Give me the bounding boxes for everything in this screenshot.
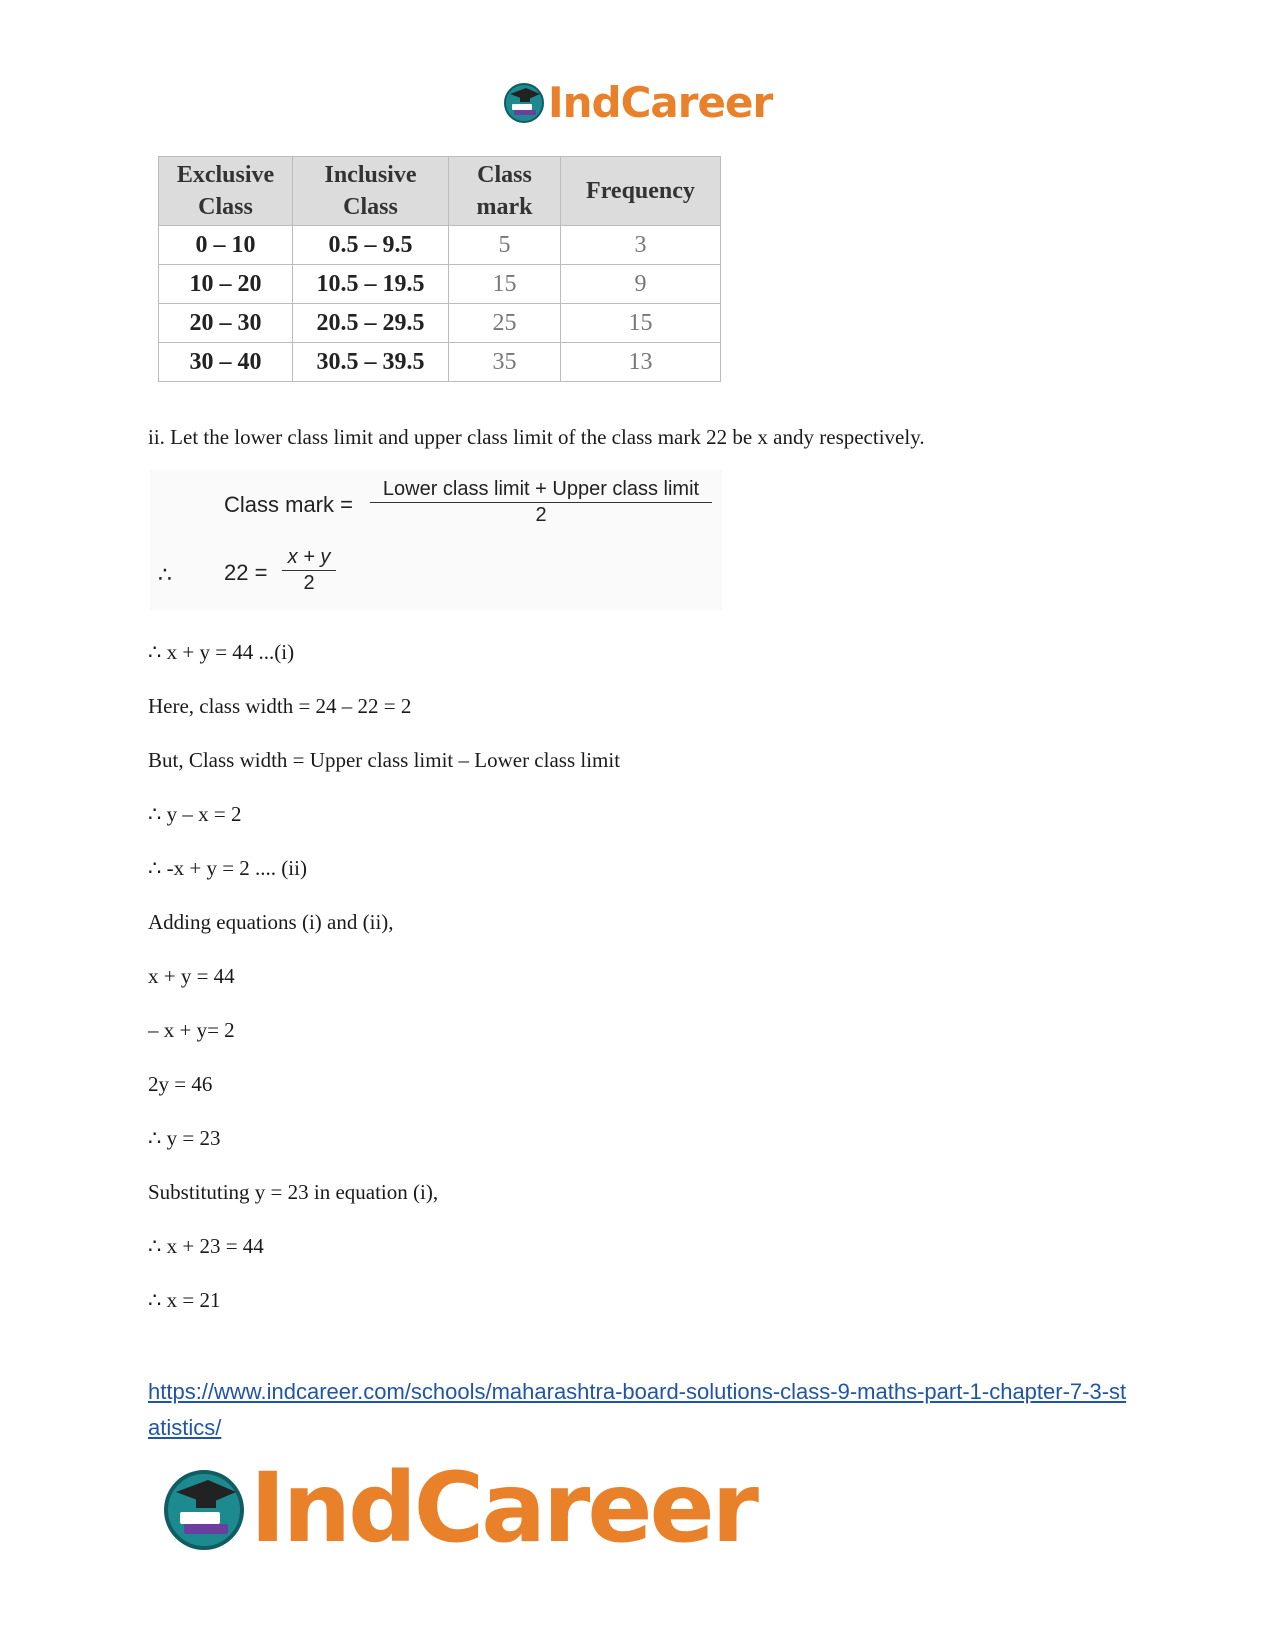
formula-numerator: Lower class limit + Upper class limit bbox=[382, 478, 700, 500]
cell-inclusive: 20.5 – 29.5 bbox=[293, 304, 449, 343]
fraction-bar bbox=[282, 570, 336, 571]
table-row bbox=[159, 304, 721, 343]
solution-line: Adding equations (i) and (ii), bbox=[148, 910, 394, 934]
solution-line: 2y = 46 bbox=[148, 1072, 213, 1096]
solution-line: ∴ -x + y = 2 .... (ii) bbox=[148, 856, 307, 880]
solution-line: x + y = 44 bbox=[148, 964, 235, 988]
cell-frequency: 3 bbox=[561, 226, 721, 265]
cell-inclusive: 30.5 – 39.5 bbox=[293, 343, 449, 382]
cell-frequency: 9 bbox=[561, 265, 721, 304]
header-frequency: Frequency bbox=[561, 157, 721, 226]
solution-line: Substituting y = 23 in equation (i), bbox=[148, 1180, 439, 1204]
intro-text: ii. Let the lower class limit and upper class limit of the class mark 22 be x andy respectively. bbox=[148, 425, 925, 449]
formula-denominator-xy: 2 bbox=[303, 572, 315, 594]
solution-line: ∴ x + y = 44 ...(i) bbox=[148, 640, 295, 664]
cell-exclusive: 0 – 10 bbox=[159, 226, 293, 265]
cell-class-mark: 15 bbox=[449, 265, 561, 304]
table-header-row bbox=[159, 157, 721, 226]
cell-exclusive: 10 – 20 bbox=[159, 265, 293, 304]
frequency-table bbox=[158, 156, 720, 382]
cell-inclusive: 0.5 – 9.5 bbox=[293, 226, 449, 265]
cell-exclusive: 20 – 30 bbox=[159, 304, 293, 343]
header-class-mark: Class mark bbox=[449, 157, 561, 226]
cell-class-mark: 35 bbox=[449, 343, 561, 382]
cell-class-mark: 5 bbox=[449, 226, 561, 265]
footer-logo bbox=[160, 1452, 756, 1564]
header-logo bbox=[502, 78, 772, 126]
table-row bbox=[159, 226, 721, 265]
formula-denominator: 2 bbox=[535, 504, 547, 526]
solution-line: But, Class width = Upper class limit – Lower class limit bbox=[148, 748, 621, 772]
cell-inclusive: 10.5 – 19.5 bbox=[293, 265, 449, 304]
solution-line: ∴ x = 21 bbox=[148, 1288, 221, 1312]
solution-line: ∴ x + 23 = 44 bbox=[148, 1234, 264, 1258]
formula-numerator-xy: x + y bbox=[287, 546, 331, 568]
formula-lhs-22: 22 = bbox=[224, 560, 268, 585]
header-exclusive-class: Exclusive Class bbox=[159, 157, 293, 226]
formula-fraction-xy bbox=[282, 546, 336, 595]
header-inclusive-class: Inclusive Class bbox=[293, 157, 449, 226]
cell-frequency: 15 bbox=[561, 304, 721, 343]
cell-exclusive: 30 – 40 bbox=[159, 343, 293, 382]
table-row bbox=[159, 343, 721, 382]
class-mark-formula bbox=[150, 470, 722, 610]
therefore-symbol: ∴ bbox=[158, 562, 172, 587]
solution-line: Here, class width = 24 – 22 = 2 bbox=[148, 694, 412, 718]
logo-wordmark: IndCareer bbox=[548, 77, 773, 127]
formula-lhs: Class mark = bbox=[224, 492, 353, 517]
cell-frequency: 13 bbox=[561, 343, 721, 382]
table-row bbox=[159, 265, 721, 304]
indcareer-logo-icon bbox=[160, 1464, 248, 1552]
indcareer-logo-icon bbox=[502, 80, 546, 124]
source-link[interactable]: https://www.indcareer.com/schools/maharashtra-board-solutions-class-9-maths-part-1-chapter-7-3-statistics/ bbox=[148, 1379, 1127, 1440]
formula-fraction bbox=[370, 478, 712, 527]
solution-line: – x + y= 2 bbox=[148, 1018, 235, 1042]
fraction-bar bbox=[370, 502, 712, 503]
solution-line: ∴ y = 23 bbox=[148, 1126, 221, 1150]
solution-line: ∴ y – x = 2 bbox=[148, 802, 242, 826]
cell-class-mark: 25 bbox=[449, 304, 561, 343]
logo-wordmark: IndCareer bbox=[250, 1452, 756, 1564]
